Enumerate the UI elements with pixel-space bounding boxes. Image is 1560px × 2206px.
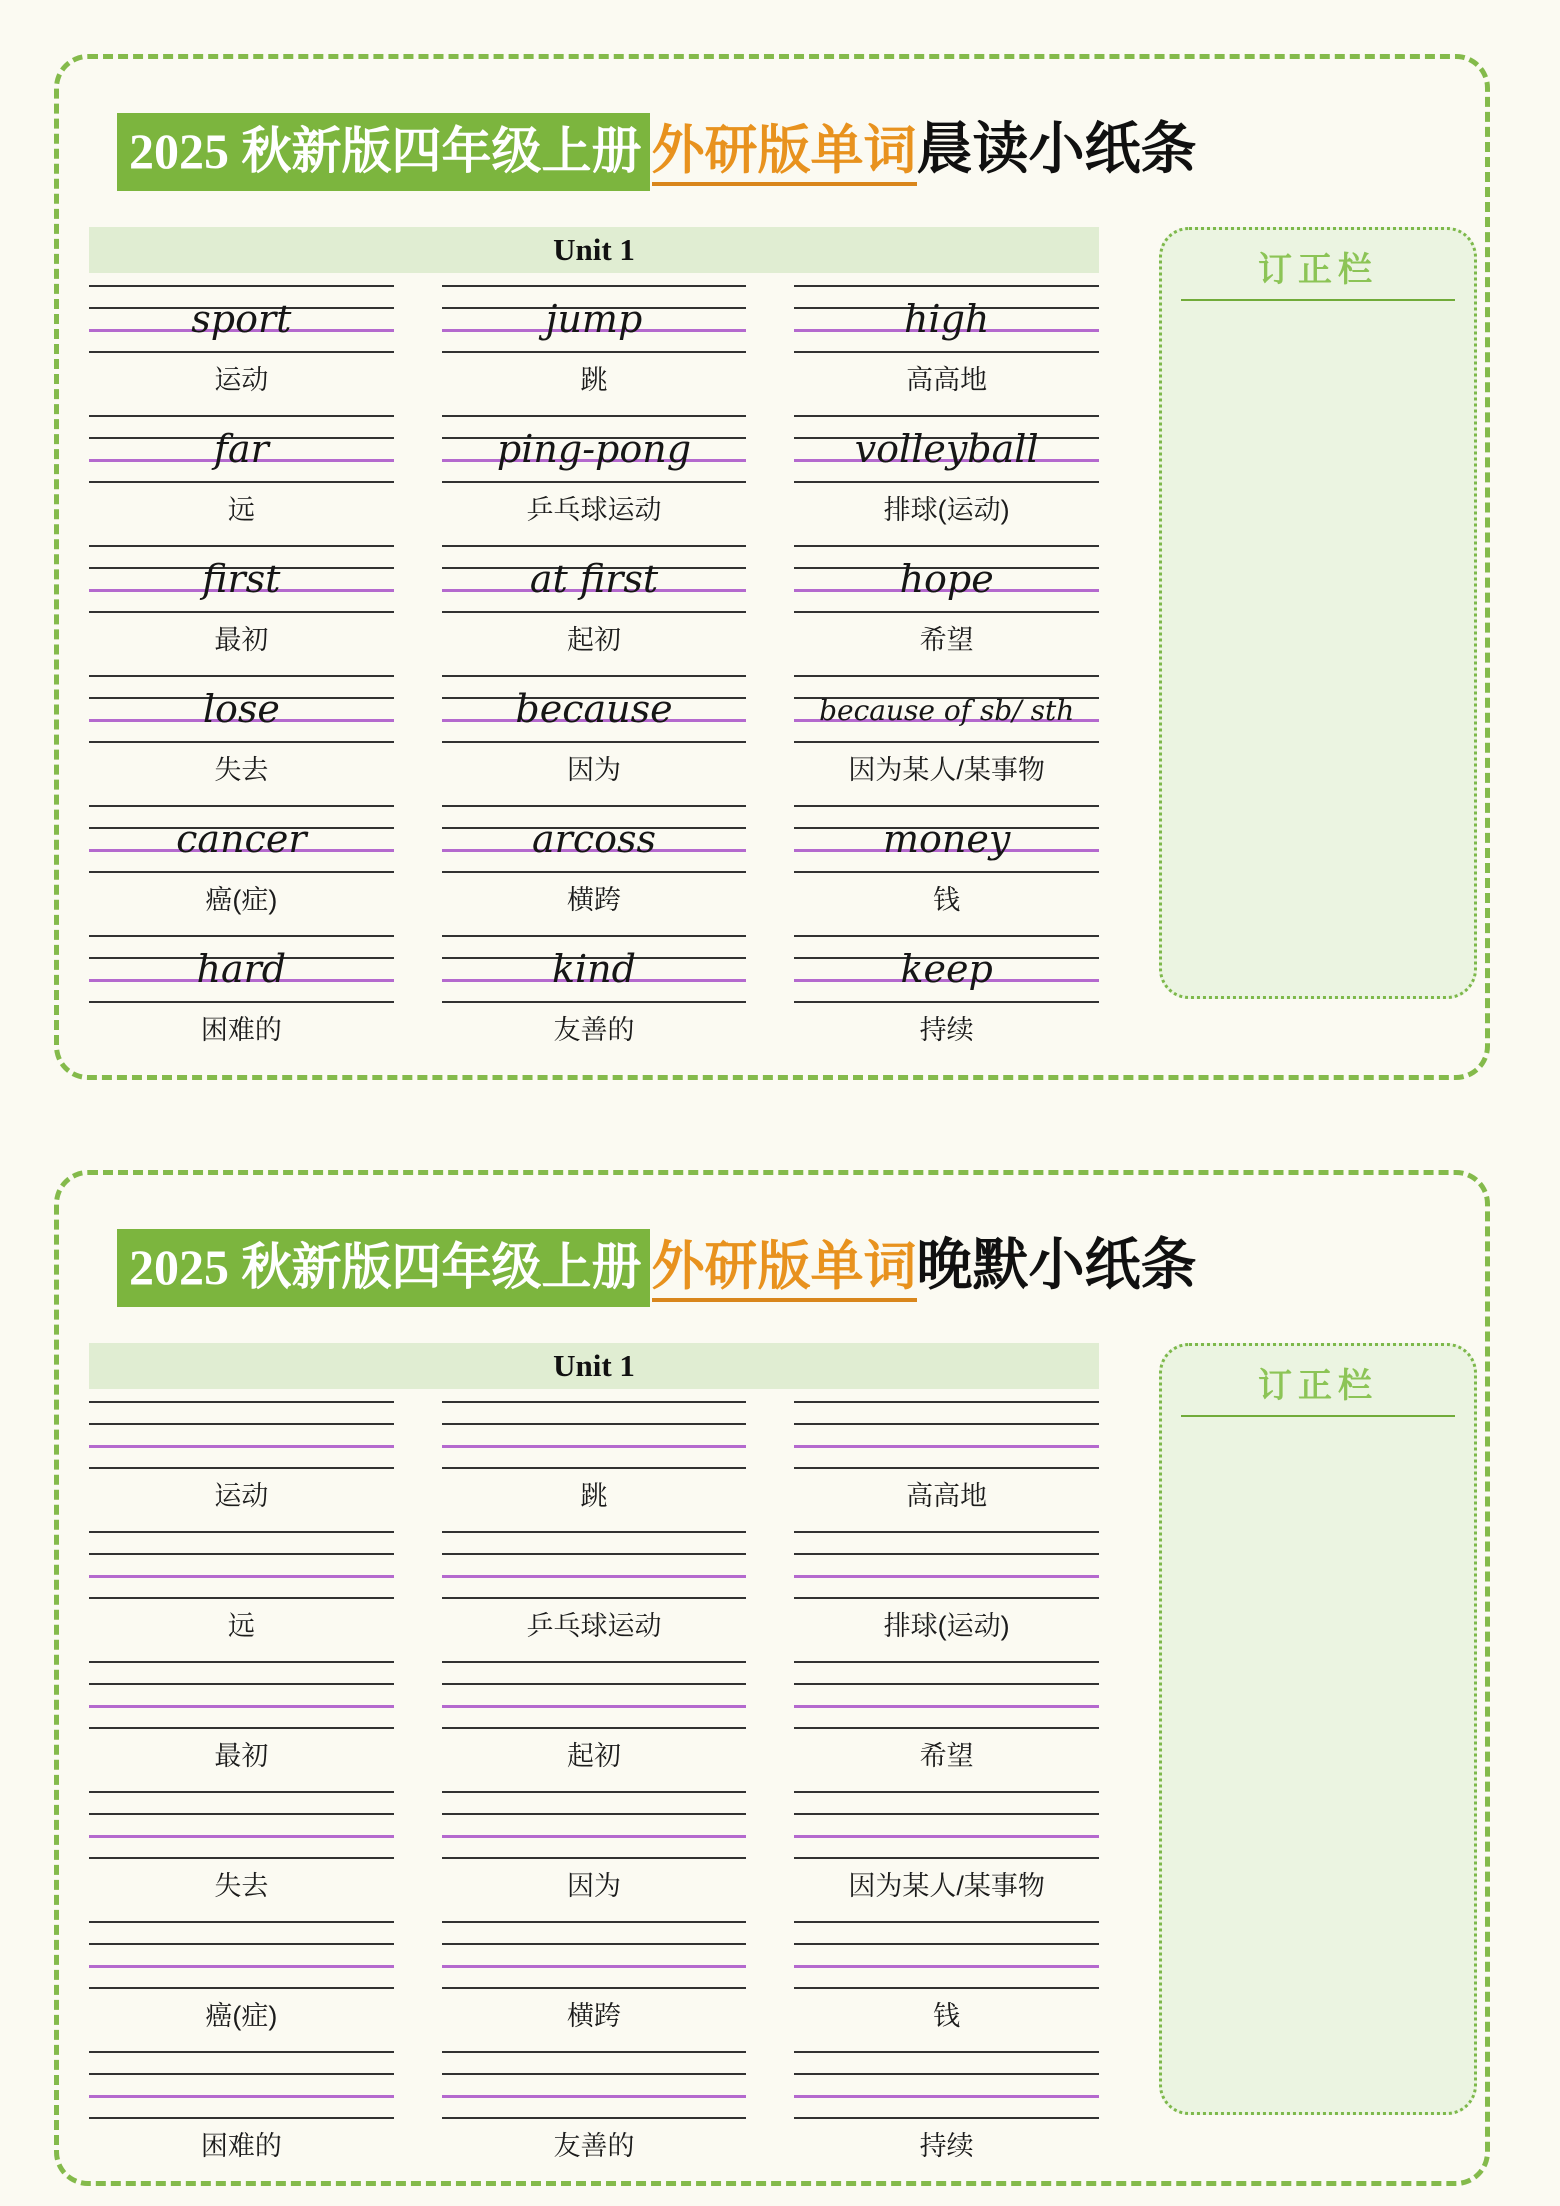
guide-line-top [89, 1661, 394, 1663]
title-grade-segment: 2025 秋新版四年级上册 [117, 1229, 650, 1307]
writing-guide[interactable] [794, 1401, 1099, 1467]
chinese-meaning: 失去 [214, 1871, 269, 1901]
guide-line-top [794, 415, 1099, 417]
guide-line-bottom [794, 1727, 1099, 1729]
chinese-meaning: 起初 [566, 625, 621, 655]
guide-line-bottom [794, 871, 1099, 873]
guide-line-bottom [89, 1987, 394, 1989]
unit-header: Unit 1 [89, 227, 1099, 273]
word-cell [442, 935, 747, 1047]
guide-baseline-purple [442, 1705, 747, 1708]
guide-line-bottom [442, 611, 747, 613]
correction-column [1159, 1343, 1477, 2115]
writing-guide[interactable] [442, 805, 747, 871]
writing-guide[interactable] [794, 675, 1099, 741]
word-cell [794, 1661, 1099, 1773]
guide-line-upper-mid [442, 1683, 747, 1685]
word-cell [89, 2051, 394, 2163]
guide-line-top [89, 2051, 394, 2053]
guide-line-bottom [442, 1467, 747, 1469]
word-cell [442, 1531, 747, 1643]
guide-baseline-purple [89, 2095, 394, 2098]
card-title [117, 115, 1485, 185]
english-word: first [202, 557, 281, 601]
word-cell [89, 675, 394, 787]
writing-guide[interactable] [442, 415, 747, 481]
guide-line-bottom [89, 741, 394, 743]
guide-line-top [794, 285, 1099, 287]
word-cell [442, 1921, 747, 2033]
guide-line-bottom [89, 1001, 394, 1003]
chinese-meaning: 钱 [933, 885, 961, 915]
guide-baseline-purple [794, 2095, 1099, 2098]
guide-line-top [89, 545, 394, 547]
guide-line-top [794, 805, 1099, 807]
guide-line-top [89, 1921, 394, 1923]
guide-line-top [89, 805, 394, 807]
chinese-meaning: 癌(症) [205, 885, 278, 915]
guide-line-top [442, 1401, 747, 1403]
writing-guide[interactable] [794, 805, 1099, 871]
title-edition-segment: 外研版单词 [652, 122, 917, 186]
word-cell [89, 935, 394, 1047]
correction-column [1159, 227, 1477, 999]
writing-guide[interactable] [89, 1661, 394, 1727]
guide-line-bottom [442, 871, 747, 873]
title-grade-segment: 2025 秋新版四年级上册 [117, 113, 650, 191]
chinese-meaning: 失去 [214, 755, 269, 785]
guide-baseline-purple [442, 2095, 747, 2098]
chinese-meaning: 排球(运动) [883, 1611, 1010, 1641]
guide-baseline-purple [794, 1445, 1099, 1448]
chinese-meaning: 希望 [919, 1741, 974, 1771]
word-cell [794, 545, 1099, 657]
word-cell [89, 415, 394, 527]
english-word: keep [900, 947, 993, 991]
english-word: because of sb/ sth [819, 694, 1075, 727]
guide-line-upper-mid [794, 1683, 1099, 1685]
guide-line-top [89, 415, 394, 417]
guide-baseline-purple [442, 1445, 747, 1448]
writing-guide[interactable] [442, 1921, 747, 1987]
guide-line-upper-mid [89, 1943, 394, 1945]
correction-column-label: 订正栏 [1258, 1368, 1378, 1405]
guide-baseline-purple [442, 1835, 747, 1838]
guide-line-top [442, 545, 747, 547]
guide-line-top [794, 1921, 1099, 1923]
guide-line-upper-mid [794, 1943, 1099, 1945]
chinese-meaning: 友善的 [553, 2131, 635, 2161]
word-cell [794, 805, 1099, 917]
title-edition-segment: 外研版单词 [652, 1238, 917, 1302]
word-cell [442, 1791, 747, 1903]
guide-line-bottom [89, 1727, 394, 1729]
guide-line-top [89, 1531, 394, 1533]
writing-guide[interactable] [442, 1661, 747, 1727]
guide-baseline-purple [442, 1965, 747, 1968]
guide-line-top [442, 935, 747, 937]
title-type-segment: 晨读小纸条 [916, 119, 1197, 181]
guide-line-upper-mid [89, 1813, 394, 1815]
chinese-meaning: 高高地 [906, 1481, 988, 1511]
word-cell [89, 1791, 394, 1903]
writing-guide[interactable] [89, 1531, 394, 1597]
guide-line-bottom [794, 2117, 1099, 2119]
guide-line-top [442, 1661, 747, 1663]
guide-line-bottom [794, 611, 1099, 613]
chinese-meaning: 排球(运动) [883, 495, 1010, 525]
english-word: at first [529, 557, 659, 601]
guide-line-upper-mid [442, 2073, 747, 2075]
guide-line-top [794, 1401, 1099, 1403]
guide-line-bottom [794, 1001, 1099, 1003]
guide-line-top [442, 1921, 747, 1923]
guide-line-bottom [89, 2117, 394, 2119]
word-cell [442, 415, 747, 527]
word-cell [442, 2051, 747, 2163]
chinese-meaning: 远 [227, 495, 255, 525]
guide-line-bottom [442, 1987, 747, 1989]
writing-guide[interactable] [794, 935, 1099, 1001]
guide-line-bottom [794, 1597, 1099, 1599]
guide-line-top [794, 2051, 1099, 2053]
word-cell [442, 1401, 747, 1513]
guide-line-top [794, 935, 1099, 937]
guide-line-bottom [442, 1727, 747, 1729]
guide-line-bottom [442, 1597, 747, 1599]
writing-guide[interactable] [794, 2051, 1099, 2117]
guide-line-top [442, 805, 747, 807]
writing-guide[interactable] [89, 935, 394, 1001]
guide-line-top [442, 2051, 747, 2053]
guide-line-bottom [89, 1597, 394, 1599]
english-word: cancer [176, 817, 307, 861]
guide-line-top [442, 285, 747, 287]
chinese-meaning: 乒乓球运动 [526, 495, 662, 525]
guide-line-top [794, 545, 1099, 547]
chinese-meaning: 友善的 [553, 1015, 635, 1045]
english-word: kind [552, 947, 636, 991]
chinese-meaning: 持续 [919, 1015, 974, 1045]
chinese-meaning: 最初 [214, 625, 269, 655]
english-word: money [882, 817, 1011, 861]
word-cell [794, 1401, 1099, 1513]
writing-guide[interactable] [442, 1791, 747, 1857]
chinese-meaning: 跳 [580, 365, 608, 395]
guide-line-bottom [794, 741, 1099, 743]
chinese-meaning: 乒乓球运动 [526, 1611, 662, 1641]
word-cell [89, 1661, 394, 1773]
word-cell [442, 285, 747, 397]
writing-guide[interactable] [794, 285, 1099, 351]
guide-line-bottom [442, 1857, 747, 1859]
morning-reading-card [54, 54, 1490, 1080]
guide-line-upper-mid [794, 2073, 1099, 2075]
correction-divider [1181, 299, 1456, 301]
english-word: ping-pong [496, 427, 692, 471]
guide-line-top [794, 1531, 1099, 1533]
chinese-meaning: 横跨 [566, 885, 621, 915]
writing-guide[interactable] [442, 285, 747, 351]
word-cell [794, 415, 1099, 527]
guide-baseline-purple [89, 1835, 394, 1838]
writing-guide[interactable] [794, 415, 1099, 481]
word-cell [794, 935, 1099, 1047]
writing-guide[interactable] [794, 1791, 1099, 1857]
guide-line-top [442, 675, 747, 677]
chinese-meaning: 跳 [580, 1481, 608, 1511]
guide-line-top [442, 1791, 747, 1793]
guide-baseline-purple [89, 1575, 394, 1578]
writing-guide[interactable] [89, 675, 394, 741]
english-word: high [903, 297, 990, 341]
guide-baseline-purple [794, 1705, 1099, 1708]
guide-line-bottom [794, 1857, 1099, 1859]
guide-line-upper-mid [794, 1813, 1099, 1815]
word-cell [794, 1531, 1099, 1643]
guide-baseline-purple [89, 1965, 394, 1968]
chinese-meaning: 运动 [214, 365, 269, 395]
guide-line-bottom [89, 871, 394, 873]
guide-line-bottom [442, 351, 747, 353]
word-cell [89, 1921, 394, 2033]
english-word: jump [545, 297, 643, 341]
english-word: hard [196, 947, 287, 991]
chinese-meaning: 最初 [214, 1741, 269, 1771]
guide-line-bottom [442, 741, 747, 743]
word-cell [794, 1921, 1099, 2033]
guide-line-upper-mid [794, 1423, 1099, 1425]
word-cell [794, 2051, 1099, 2163]
writing-guide[interactable] [89, 1791, 394, 1857]
writing-guide[interactable] [89, 415, 394, 481]
writing-guide[interactable] [442, 545, 747, 611]
chinese-meaning: 持续 [919, 2131, 974, 2161]
guide-line-bottom [794, 351, 1099, 353]
writing-guide[interactable] [89, 2051, 394, 2117]
card-title [117, 1231, 1485, 1301]
guide-baseline-purple [794, 1965, 1099, 1968]
word-cell [442, 1661, 747, 1773]
guide-baseline-purple [89, 1705, 394, 1708]
english-word: because [515, 687, 673, 731]
guide-line-top [794, 675, 1099, 677]
english-word: hope [899, 557, 994, 601]
title-type-segment: 晚默小纸条 [916, 1235, 1197, 1297]
english-word: arcoss [532, 817, 656, 861]
word-cell [794, 285, 1099, 397]
word-cell [89, 285, 394, 397]
guide-line-bottom [442, 481, 747, 483]
guide-line-bottom [442, 2117, 747, 2119]
writing-guide[interactable] [89, 545, 394, 611]
writing-guide[interactable] [794, 545, 1099, 611]
english-word: volleyball [854, 427, 1039, 471]
guide-line-upper-mid [89, 1553, 394, 1555]
guide-line-bottom [89, 351, 394, 353]
word-grid [89, 285, 1099, 1047]
chinese-meaning: 困难的 [200, 2131, 282, 2161]
word-cell [442, 545, 747, 657]
guide-line-upper-mid [89, 2073, 394, 2075]
writing-guide[interactable] [89, 1921, 394, 1987]
word-grid [89, 1401, 1099, 2163]
guide-line-bottom [89, 1467, 394, 1469]
guide-line-top [794, 1791, 1099, 1793]
chinese-meaning: 远 [227, 1611, 255, 1641]
chinese-meaning: 希望 [919, 625, 974, 655]
word-cell [442, 805, 747, 917]
guide-line-top [89, 1791, 394, 1793]
guide-line-upper-mid [89, 1683, 394, 1685]
correction-divider [1181, 1415, 1456, 1417]
guide-line-bottom [442, 1001, 747, 1003]
writing-guide[interactable] [89, 805, 394, 871]
guide-line-upper-mid [89, 1423, 394, 1425]
unit-header: Unit 1 [89, 1343, 1099, 1389]
word-cell [89, 1531, 394, 1643]
guide-line-top [89, 935, 394, 937]
guide-baseline-purple [89, 1445, 394, 1448]
guide-line-upper-mid [442, 1423, 747, 1425]
guide-line-upper-mid [442, 1943, 747, 1945]
writing-guide[interactable] [442, 935, 747, 1001]
writing-guide[interactable] [442, 675, 747, 741]
word-list-section [89, 1343, 1099, 2163]
chinese-meaning: 起初 [566, 1741, 621, 1771]
english-word: far [213, 427, 269, 471]
word-cell [89, 1401, 394, 1513]
english-word: sport [191, 297, 292, 341]
writing-guide[interactable] [89, 285, 394, 351]
word-cell [794, 675, 1099, 787]
word-list-section [89, 227, 1099, 1047]
chinese-meaning: 因为 [566, 755, 621, 785]
writing-guide[interactable] [89, 1401, 394, 1467]
writing-guide[interactable] [794, 1531, 1099, 1597]
guide-line-top [89, 285, 394, 287]
writing-guide[interactable] [442, 1401, 747, 1467]
guide-line-upper-mid [442, 1813, 747, 1815]
chinese-meaning: 困难的 [200, 1015, 282, 1045]
guide-line-top [794, 1661, 1099, 1663]
chinese-meaning: 横跨 [566, 2001, 621, 2031]
chinese-meaning: 癌(症) [205, 2001, 278, 2031]
guide-baseline-purple [442, 1575, 747, 1578]
chinese-meaning: 因为 [566, 1871, 621, 1901]
word-cell [89, 545, 394, 657]
guide-baseline-purple [794, 1575, 1099, 1578]
chinese-meaning: 高高地 [906, 365, 988, 395]
guide-line-upper-mid [442, 1553, 747, 1555]
guide-line-upper-mid [794, 1553, 1099, 1555]
correction-column-label: 订正栏 [1258, 252, 1378, 289]
guide-line-top [89, 1401, 394, 1403]
guide-line-bottom [89, 1857, 394, 1859]
guide-baseline-purple [794, 1835, 1099, 1838]
guide-line-bottom [89, 481, 394, 483]
word-cell [794, 1791, 1099, 1903]
guide-line-bottom [794, 1467, 1099, 1469]
guide-line-bottom [794, 481, 1099, 483]
word-cell [442, 675, 747, 787]
english-word: lose [202, 687, 280, 731]
guide-line-bottom [89, 611, 394, 613]
chinese-meaning: 运动 [214, 1481, 269, 1511]
writing-guide[interactable] [794, 1921, 1099, 1987]
guide-line-top [442, 415, 747, 417]
guide-line-bottom [794, 1987, 1099, 1989]
chinese-meaning: 因为某人/某事物 [848, 1871, 1045, 1901]
chinese-meaning: 因为某人/某事物 [848, 755, 1045, 785]
chinese-meaning: 钱 [933, 2001, 961, 2031]
evening-dictation-card [54, 1170, 1490, 2186]
writing-guide[interactable] [794, 1661, 1099, 1727]
guide-line-top [442, 1531, 747, 1533]
word-cell [89, 805, 394, 917]
guide-line-top [89, 675, 394, 677]
writing-guide[interactable] [442, 1531, 747, 1597]
writing-guide[interactable] [442, 2051, 747, 2117]
